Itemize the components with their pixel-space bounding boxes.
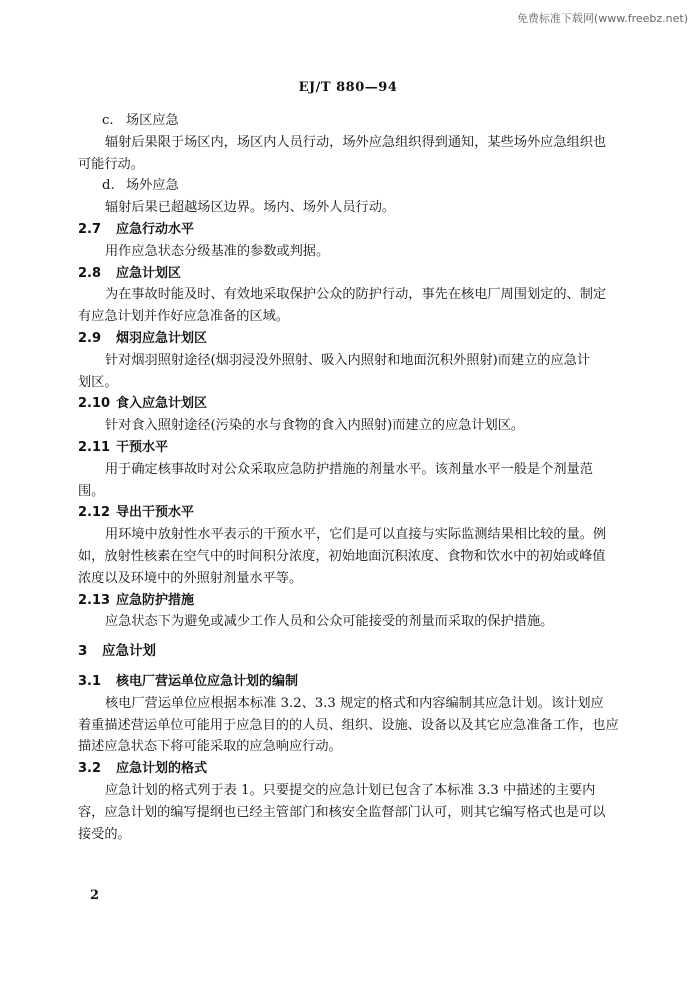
section-2-13-number: 2.13: [78, 592, 111, 608]
item-d-title: 场外应急: [126, 178, 179, 194]
section-2-12-title: 导出干预水平: [116, 505, 195, 521]
section-2-10-number: 2.10: [78, 396, 111, 412]
item-d-text-1: 辐射后果已超越场区边界。场内、场外人员行动。: [105, 200, 396, 216]
section-2-7-heading: [78, 219, 636, 241]
section-2-13-text-1: 应急状态下为避免或减少工作人员和公众可能接受的剂量而采取的保护措施。: [105, 614, 554, 630]
item-d-heading: [78, 175, 636, 197]
section-2-9-title: 烟羽应急计划区: [116, 330, 208, 346]
section-2-7-number: 2.7: [78, 221, 102, 237]
section-3-1-text-1: 核电厂营运单位应根据本标准 3.2、3.3 规定的格式和内容编制其应急计划。该计划应: [105, 695, 604, 711]
section-3-2-title: 应急计划的格式: [116, 761, 208, 777]
item-c-label: c.: [102, 113, 114, 128]
section-3-2-number: 3.2: [78, 761, 102, 777]
item-c-title: 场区应急: [126, 113, 179, 128]
section-2-8-text-1: 为在事故时能及时、有效地采取保护公众的防护行动，事先在核电厂周围划定的、制定: [105, 287, 607, 303]
section-2-7-text-1: 用作应急状态分级基准的参数或判据。: [105, 243, 330, 259]
item-c-text-2: 可能行动。: [78, 156, 144, 172]
section-3-2-text-3: 接受的。: [78, 826, 131, 842]
item-c-heading: [78, 110, 636, 132]
section-2-9-heading: [78, 328, 636, 350]
section-3-2-text-2: 容，应急计划的编写提纲也已经主管部门和核安全监督部门认可，则其它编写格式也是可以: [78, 804, 606, 820]
section-2-7-title: 应急行动水平: [116, 221, 195, 237]
chapter-3-title: 应急计划: [102, 643, 156, 660]
section-3-2-heading: [78, 758, 636, 780]
section-2-13-heading: [78, 590, 636, 612]
section-3-1-text-2: 着重描述营运单位可能用于应急目的的人员、组织、设施、设备以及其它应急准备工作，也应: [78, 717, 619, 733]
section-2-12-text-2: 如，放射性核素在空气中的时间积分浓度，初始地面沉积浓度、食物和饮水中的初始或峰值: [78, 548, 606, 564]
section-2-12-number: 2.12: [78, 505, 111, 521]
section-3-1-number: 3.1: [78, 673, 102, 689]
section-2-10-heading: [78, 393, 636, 415]
section-2-12-text-1: 用环境中放射性水平表示的干预水平，它们是可以直接与实际监测结果相比较的量。例: [105, 527, 607, 543]
item-d-label: d.: [102, 178, 115, 194]
item-c-text-1: 辐射后果限于场区内，场区内人员行动，场外应急组织得到通知，某些场外应急组织也: [105, 134, 607, 150]
chapter-3-heading: [78, 641, 636, 663]
section-2-11-text-1: 用于确定核事故时对公众采取应急防护措施的剂量水平。该剂量水平一般是个剂量范: [105, 461, 593, 477]
section-2-13-title: 应急防护措施: [116, 592, 195, 608]
standard-number-header: EJ/T 880—94: [298, 80, 398, 95]
section-2-9-text-1: 针对烟羽照射途径(烟羽浸没外照射、吸入内照射和地面沉积外照射)而建立的应急计: [105, 352, 591, 368]
watermark-text: 免费标准下载网(www.freebz.net): [516, 12, 688, 25]
section-2-9-text-2: 划区。: [78, 374, 118, 390]
section-3-2-text-1: 应急计划的格式列于表 1。只要提交的应急计划已包含了本标准 3.3 中描述的主要内: [105, 782, 596, 798]
section-2-12-text-3: 浓度以及环境中的外照射剂量水平等。: [78, 570, 303, 586]
section-2-8-number: 2.8: [78, 265, 102, 281]
section-2-8-title: 应急计划区: [116, 265, 182, 281]
section-2-11-title: 干预水平: [116, 439, 169, 455]
section-2-10-text-1: 针对食入照射途径(污染的水与食物的食入内照射)而建立的应急计划区。: [105, 418, 525, 434]
document-body: [78, 110, 636, 845]
section-3-1-title: 核电厂营运单位应急计划的编制: [116, 673, 299, 689]
section-2-8-heading: [78, 263, 636, 285]
section-2-12-heading: [78, 502, 636, 524]
section-2-11-number: 2.11: [78, 439, 111, 455]
section-2-11-text-2: 围。: [78, 483, 105, 499]
section-3-1-text-3: 描述应急状态下将可能采取的应急响应行动。: [78, 739, 342, 755]
section-2-10-title: 食入应急计划区: [116, 396, 208, 412]
section-2-11-heading: [78, 437, 636, 459]
section-2-8-text-2: 有应急计划并作好应急准备的区域。: [78, 309, 289, 325]
section-2-9-number: 2.9: [78, 330, 102, 346]
chapter-3-number: 3: [78, 643, 88, 660]
page-number: 2: [90, 888, 100, 903]
section-3-1-heading: [78, 671, 636, 693]
